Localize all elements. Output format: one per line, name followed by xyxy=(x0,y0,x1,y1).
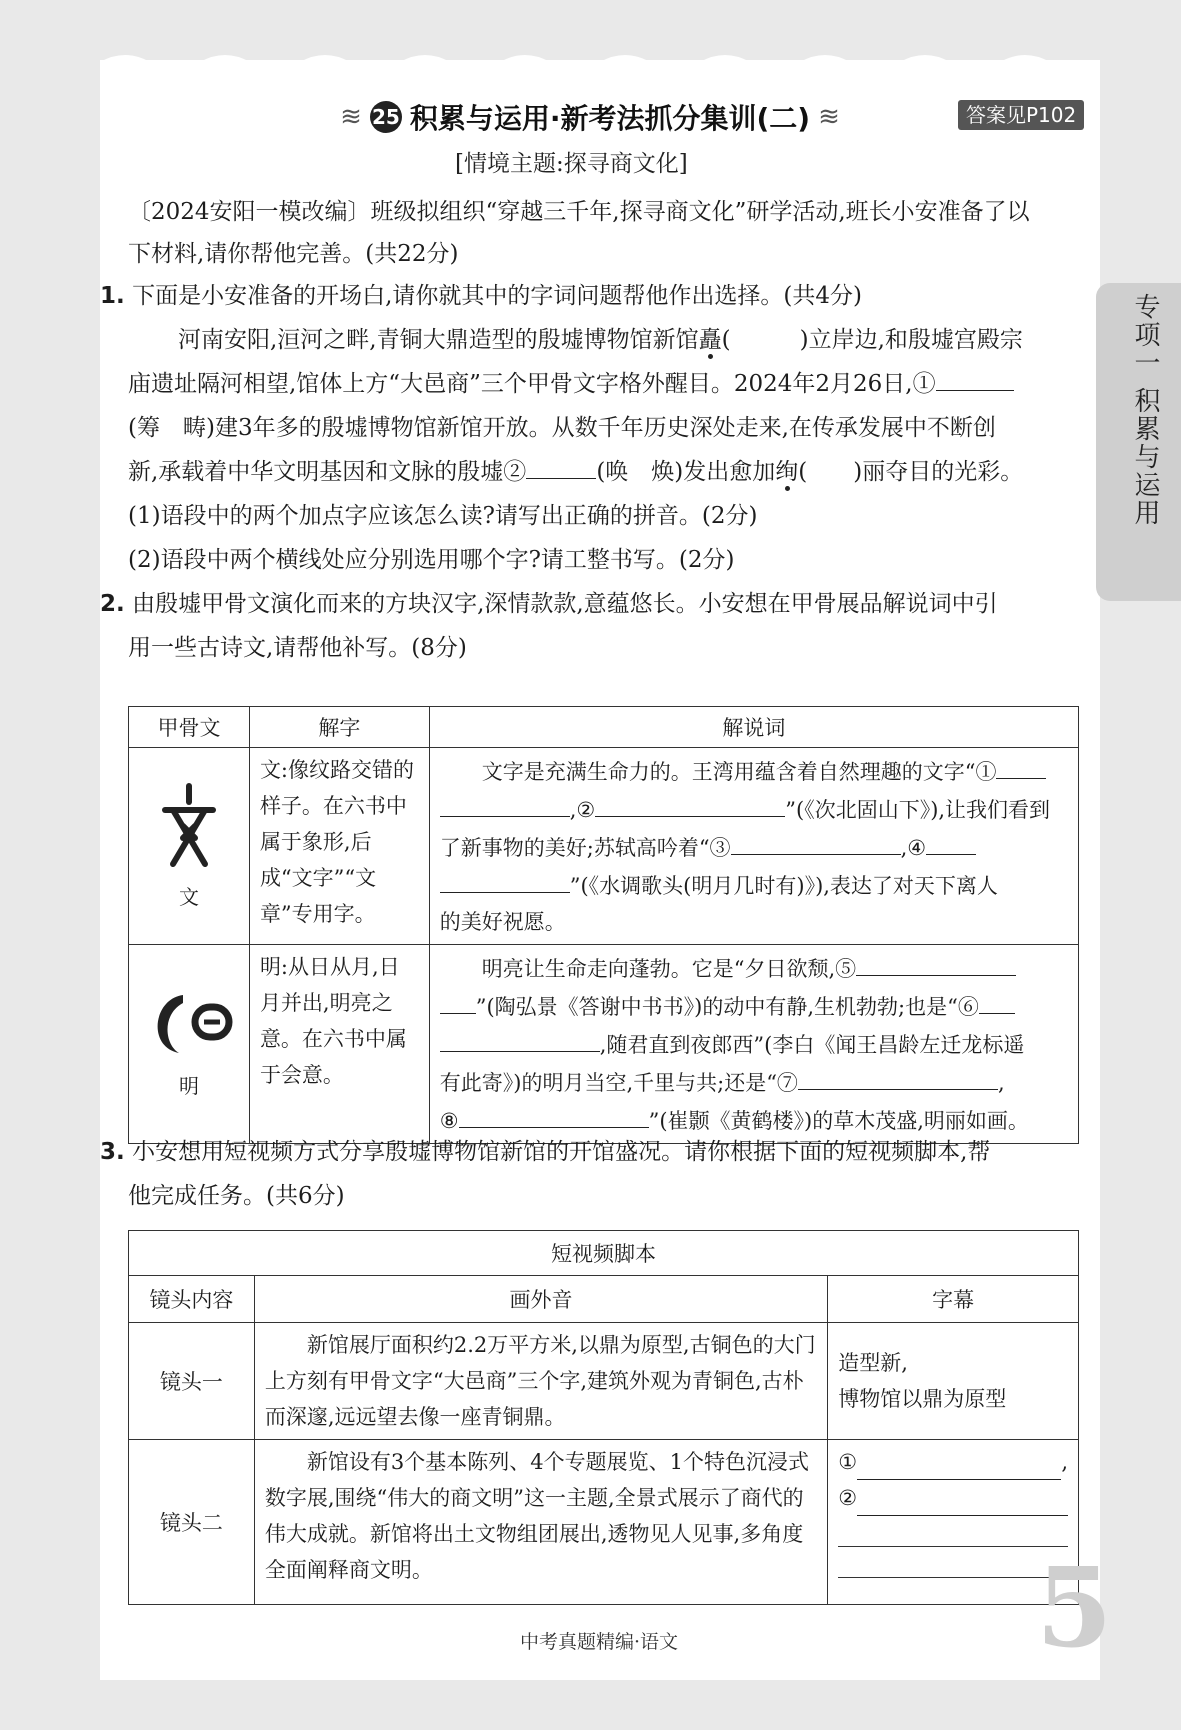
shot-label-cell: 镜头一 xyxy=(129,1323,255,1440)
oracle-glyph-cell xyxy=(129,748,250,945)
caption-cell xyxy=(828,1323,1079,1440)
fill-blank[interactable] xyxy=(595,790,785,817)
q1-stem-text: 下面是小安准备的开场白,请你就其中的字词问题帮他作出选择。(共4分) xyxy=(132,283,862,309)
q3-stem-line-1 xyxy=(100,1130,1090,1174)
table-header-cell: 画外音 xyxy=(254,1276,827,1323)
caption-blank-line[interactable] xyxy=(838,1516,1068,1547)
shot-label-cell: 镜头二 xyxy=(129,1440,255,1605)
q1-passage-line-2 xyxy=(128,362,1088,406)
fill-blank[interactable] xyxy=(979,987,1015,1014)
table-header-row xyxy=(129,1276,1079,1323)
commentary-text: ,② xyxy=(569,798,596,822)
fill-blank[interactable] xyxy=(798,1063,998,1090)
q1-passage-text: (唤 焕)发出愈加 xyxy=(596,459,776,485)
script-title-row xyxy=(129,1231,1079,1276)
explain-cell: 明:从日从月,日月并出,明亮之意。在六书中属于会意。 xyxy=(249,945,429,1144)
q1-passage-text: 新,承载着中华文明基因和文脉的殷墟② xyxy=(128,459,527,485)
fill-blank[interactable] xyxy=(440,1025,600,1052)
voiceover-cell: 新馆展厅面积约2.2万平方米,以鼎为原型,古铜色的大门上方刻有甲骨文字“大邑商”三个字,建筑外观为青铜色,古朴而深邃,远远望去像一座青铜鼎。 xyxy=(254,1323,827,1440)
voiceover-cell: 新馆设有3个基本陈列、4个专题展览、1个特色沉浸式数字展,围绕“伟大的商文明”这一主题,全景式展示了商代的伟大成就。新馆将出土文物组团展出,透物见人见事,多角度全面阐释商文明。 xyxy=(254,1440,827,1605)
q1-passage-text: 立岸边,和殷墟宫殿宗 xyxy=(808,327,1023,353)
q1-answer-paren-2[interactable]: ( ) xyxy=(798,459,863,485)
oracle-bone-table xyxy=(128,706,1079,1144)
q3-stem-line-2: 他完成任务。(共6分) xyxy=(128,1183,345,1209)
table-row xyxy=(129,945,1079,1144)
q2-stem-text: 由殷墟甲骨文演化而来的方块汉字,深情款款,意蕴悠长。小安想在甲骨展品解说词中引 xyxy=(132,591,998,617)
q3-stem-text: 小安想用短视频方式分享殷墟博物馆新馆的开馆盛况。请你根据下面的短视频脚本,帮 xyxy=(132,1139,991,1165)
q1-passage-line-1 xyxy=(178,318,1088,362)
explain-cell: 文:像纹路交错的样子。在六书中属于象形,后成“文字”“文章”专用字。 xyxy=(249,748,429,945)
commentary-text: ”(《水调歌头(明月几时有)》),表达了对天下离人 xyxy=(569,874,998,898)
table-row xyxy=(129,748,1079,945)
q1-dotted-char-2: 绚 xyxy=(775,459,799,485)
q1-blank-2[interactable] xyxy=(526,452,596,479)
q1-passage-line-4 xyxy=(128,450,1088,494)
caption-line: 造型新, xyxy=(838,1351,908,1375)
table-row xyxy=(129,1440,1079,1605)
q1-answer-paren-1[interactable]: ( ) xyxy=(721,327,809,353)
q1-blank-1[interactable] xyxy=(936,364,1014,391)
section-side-tab xyxy=(1096,283,1181,601)
commentary-text: ”(《次北固山下》),让我们看到 xyxy=(785,798,1051,822)
theme-subtitle: [情境主题:探寻商文化] xyxy=(455,151,688,177)
commentary-text: ,随君直到夜郎西”(李白《闻王昌龄左迁龙标遥 xyxy=(599,1033,1025,1057)
q1-sub-question-2: (2)语段中两个横线处应分别选用哪个字?请工整书写。(2分) xyxy=(128,547,735,573)
table-header-cell: 解字 xyxy=(249,707,429,748)
caption-blank-line[interactable] xyxy=(838,1547,1068,1578)
glyph-char-label: 明 xyxy=(178,1074,199,1098)
commentary-text: 的美好祝愿。 xyxy=(439,910,566,934)
side-tab-label: 专项一 积累与运用 xyxy=(1130,293,1160,528)
q1-passage-line-3: (筹 畴)建3年多的殷墟博物馆新馆开放。从数千年历史深处走来,在传承发展中不断创 xyxy=(128,415,996,441)
fill-blank[interactable] xyxy=(440,866,570,893)
caption-blank[interactable] xyxy=(857,1453,1061,1480)
page-number-large: 5 xyxy=(1036,1543,1113,1672)
q1-passage-text: 河南安阳,洹河之畔,青铜大鼎造型的殷墟博物馆新馆 xyxy=(178,327,699,353)
q1-passage-text: 丽夺目的光彩。 xyxy=(862,459,1024,485)
commentary-text: ⑧ xyxy=(439,1109,459,1133)
script-table-title: 短视频脚本 xyxy=(129,1231,1079,1276)
page-title: 积累与运用·新考法抓分集训(二) xyxy=(409,102,811,135)
commentary-text: ”(陶弘景《答谢中书书》)的动中有静,生机勃勃;也是“⑥ xyxy=(475,995,979,1019)
q3-number: 3. xyxy=(100,1139,125,1165)
q2-stem-line-2: 用一些古诗文,请帮他补写。(8分) xyxy=(128,635,467,661)
table-row xyxy=(129,1323,1079,1440)
commentary-text: ,④ xyxy=(900,836,927,860)
page-title-row xyxy=(310,96,870,138)
oracle-glyph-cell xyxy=(129,945,250,1144)
table-header-cell: 镜头内容 xyxy=(129,1276,255,1323)
table-header-cell: 甲骨文 xyxy=(129,707,250,748)
commentary-text: , xyxy=(997,1071,1005,1095)
lesson-number-badge: 25 xyxy=(370,101,402,133)
q1-sub-question-1: (1)语段中的两个加点字应该怎么读?请写出正确的拼音。(2分) xyxy=(128,503,758,529)
glyph-char-label: 文 xyxy=(178,885,199,909)
table-header-cell: 解说词 xyxy=(429,707,1078,748)
commentary-cell xyxy=(429,748,1078,945)
intro-line-1: 〔2024安阳一模改编〕班级拟组织“穿越三千年,探寻商文化”研学活动,班长小安准备了以 xyxy=(128,199,1030,225)
fill-blank[interactable] xyxy=(731,828,901,855)
caption-blank[interactable] xyxy=(857,1489,1068,1516)
video-script-table xyxy=(128,1230,1079,1605)
q2-number: 2. xyxy=(100,591,125,617)
commentary-text: ”(崔颢《黄鹤楼》)的草木茂盛,明丽如画。 xyxy=(648,1109,1029,1133)
fill-blank[interactable] xyxy=(926,828,976,855)
oracle-glyph-ming-icon xyxy=(143,989,235,1059)
intro-line-2: 下材料,请你帮他完善。(共22分) xyxy=(128,241,459,267)
caption-blank-label: ② xyxy=(838,1486,858,1510)
q2-stem-line-1 xyxy=(100,582,1090,626)
q1-number: 1. xyxy=(100,283,125,309)
q1-stem xyxy=(100,274,1090,318)
caption-blank-end: , xyxy=(1061,1450,1068,1474)
caption-blank-label: ① xyxy=(838,1450,858,1474)
fill-blank[interactable] xyxy=(459,1101,649,1128)
footer-book-title: 中考真题精编·语文 xyxy=(520,1631,679,1653)
fill-blank[interactable] xyxy=(996,752,1046,779)
commentary-text: 文字是充满生命力的。王湾用蕴含着自然理趣的文字“① xyxy=(481,760,997,784)
fill-blank[interactable] xyxy=(856,949,1016,976)
fill-blank[interactable] xyxy=(440,790,570,817)
wave-decoration-right: ≋ xyxy=(818,102,840,132)
commentary-cell xyxy=(429,945,1078,1144)
oracle-glyph-wen-icon xyxy=(159,782,219,870)
q1-passage-text: 庙遗址隔河相望,馆体上方“大邑商”三个甲骨文字格外醒目。2024年2月26日,① xyxy=(128,371,936,397)
commentary-text: 有此寄》)的明月当空,千里与共;还是“⑦ xyxy=(439,1071,798,1095)
table-header-cell: 字幕 xyxy=(828,1276,1079,1323)
commentary-text: 了新事物的美好;苏轼高吟着“③ xyxy=(439,836,731,860)
caption-line: 博物馆以鼎为原型 xyxy=(838,1387,1007,1411)
wave-decoration-left: ≋ xyxy=(340,102,362,132)
table-header-row xyxy=(129,707,1079,748)
fill-blank[interactable] xyxy=(440,987,476,1014)
commentary-text: 明亮让生命走向蓬勃。它是“夕日欲颓,⑤ xyxy=(481,957,857,981)
q1-dotted-char-1: 矗 xyxy=(698,327,722,353)
answer-reference-tag: 答案见P102 xyxy=(958,100,1084,130)
